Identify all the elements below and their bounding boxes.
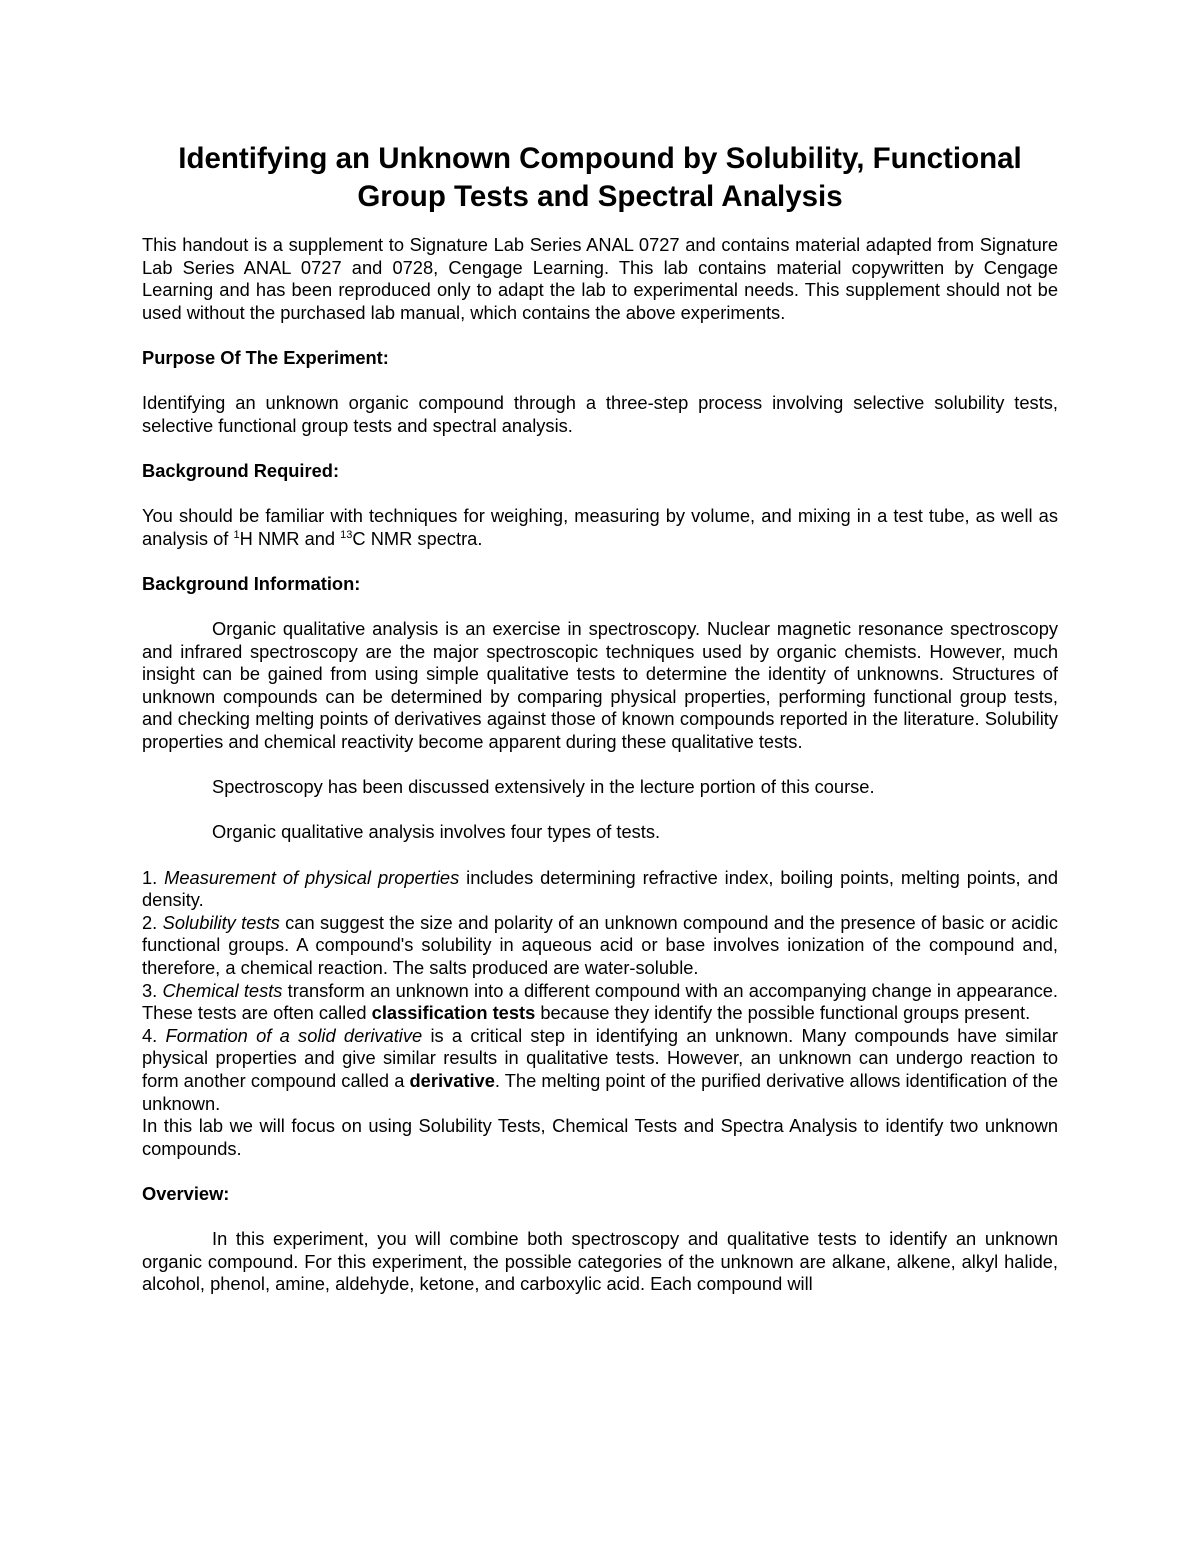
list-number: 1. xyxy=(142,866,165,888)
document-title xyxy=(142,140,1058,216)
list-text: because they identify the possible functional groups present. xyxy=(535,1002,1031,1024)
superscript-1: 1 xyxy=(233,528,240,541)
document-page xyxy=(142,140,1058,1296)
background-info-paragraph-1: Organic qualitative analysis is an exercise in spectroscopy. Nuclear magnetic resonance spectroscopy and infrared spectroscopy are the major spectroscopic techniques used by organic chemists. However, much insight can be gained from using simple qualitative tests to determine the identity of unknowns. Structures of unknown compounds can be determined by comparing physical properties, performing functional group tests, and checking melting points of derivatives against those of known compounds reported in the literature. Solubility properties and chemical reactivity become apparent during these qualitative tests. xyxy=(142,618,1058,753)
intro-paragraph: This handout is a supplement to Signature Lab Series ANAL 0727 and contains material adapted from Signature Lab Series ANAL 0727 and 0728, Cengage Learning. This lab contains material copywritten by Cengage Learning and has been reproduced only to adapt the lab to experimental needs. This supplement should not be used without the purchased lab manual, which contains the above experiments. xyxy=(142,234,1058,323)
title-line-1: Identifying an Unknown Compound by Solubility, Functional xyxy=(178,142,1022,175)
superscript-13: 13 xyxy=(340,528,353,541)
list-number: 2. xyxy=(142,911,163,933)
list-number: 4. xyxy=(142,1024,166,1046)
list-term: Measurement of physical properties xyxy=(164,866,460,888)
list-term: Solubility tests xyxy=(162,911,280,933)
list-text: transform an unknown into a different compound with an accompanying change in appearance. These tests are often called xyxy=(142,979,1059,1024)
tests-list xyxy=(142,867,1058,1116)
purpose-heading: Purpose Of The Experiment: xyxy=(142,346,389,368)
background-required-heading: Background Required: xyxy=(142,459,340,481)
bg-req-text-b: H NMR and xyxy=(239,527,341,549)
overview-paragraph: In this experiment, you will combine both spectroscopy and qualitative tests to identify an unknown organic compound. For this experiment, the possible categories of the unknown are alkane, alkene, alkyl halide, alcohol, phenol, amine, aldehyde, ketone, and carboxylic acid. Each compound will xyxy=(142,1228,1058,1295)
purpose-paragraph: Identifying an unknown organic compound through a three-step process involving selective solubility tests, selective functional group tests and spectral analysis. xyxy=(142,392,1058,436)
background-info-paragraph-3: Organic qualitative analysis involves four types of tests. xyxy=(212,821,661,843)
bg-req-text-c: C NMR spectra. xyxy=(352,527,483,549)
background-info-paragraph-2: Spectroscopy has been discussed extensively in the lecture portion of this course. xyxy=(212,776,875,798)
list-text: is a critical step in identifying an unknown. Many compounds have similar physical properties and give similar results in qualitative tests. However, an unknown can undergo reaction to form another compound called a xyxy=(142,1024,1058,1091)
bg-req-text-a: You should be familiar with techniques for weighing, measuring by volume, and mixing in a test tube, as well as analysis of xyxy=(142,505,1058,549)
overview-heading: Overview: xyxy=(142,1182,230,1204)
list-term: Formation of a solid derivative xyxy=(165,1024,423,1046)
focus-paragraph: In this lab we will focus on using Solubility Tests, Chemical Tests and Spectra Analysis to identify two unknown compounds. xyxy=(142,1115,1058,1159)
background-required-paragraph xyxy=(142,505,1058,550)
list-item xyxy=(142,1025,1058,1115)
list-item xyxy=(142,867,1058,912)
list-item xyxy=(142,912,1058,980)
list-term: Chemical tests xyxy=(162,979,283,1001)
list-bold-term: classification tests xyxy=(371,1002,536,1024)
title-line-2: Group Tests and Spectral Analysis xyxy=(357,180,843,213)
list-bold-term: derivative xyxy=(409,1069,495,1091)
list-text: can suggest the size and polarity of an unknown compound and the presence of basic or acidic functional groups. A compound's solubility in aqueous acid or base involves ionization of the compound and, therefore, a chemical reaction. The salts produced are water-soluble. xyxy=(142,911,1059,978)
background-information-heading: Background Information: xyxy=(142,572,361,594)
list-number: 3. xyxy=(142,979,163,1001)
list-text: includes determining refractive index, boiling points, melting points, and density. xyxy=(142,866,1059,911)
list-item xyxy=(142,980,1058,1025)
list-text: . The melting point of the purified derivative allows identification of the unknown. xyxy=(142,1069,1059,1114)
